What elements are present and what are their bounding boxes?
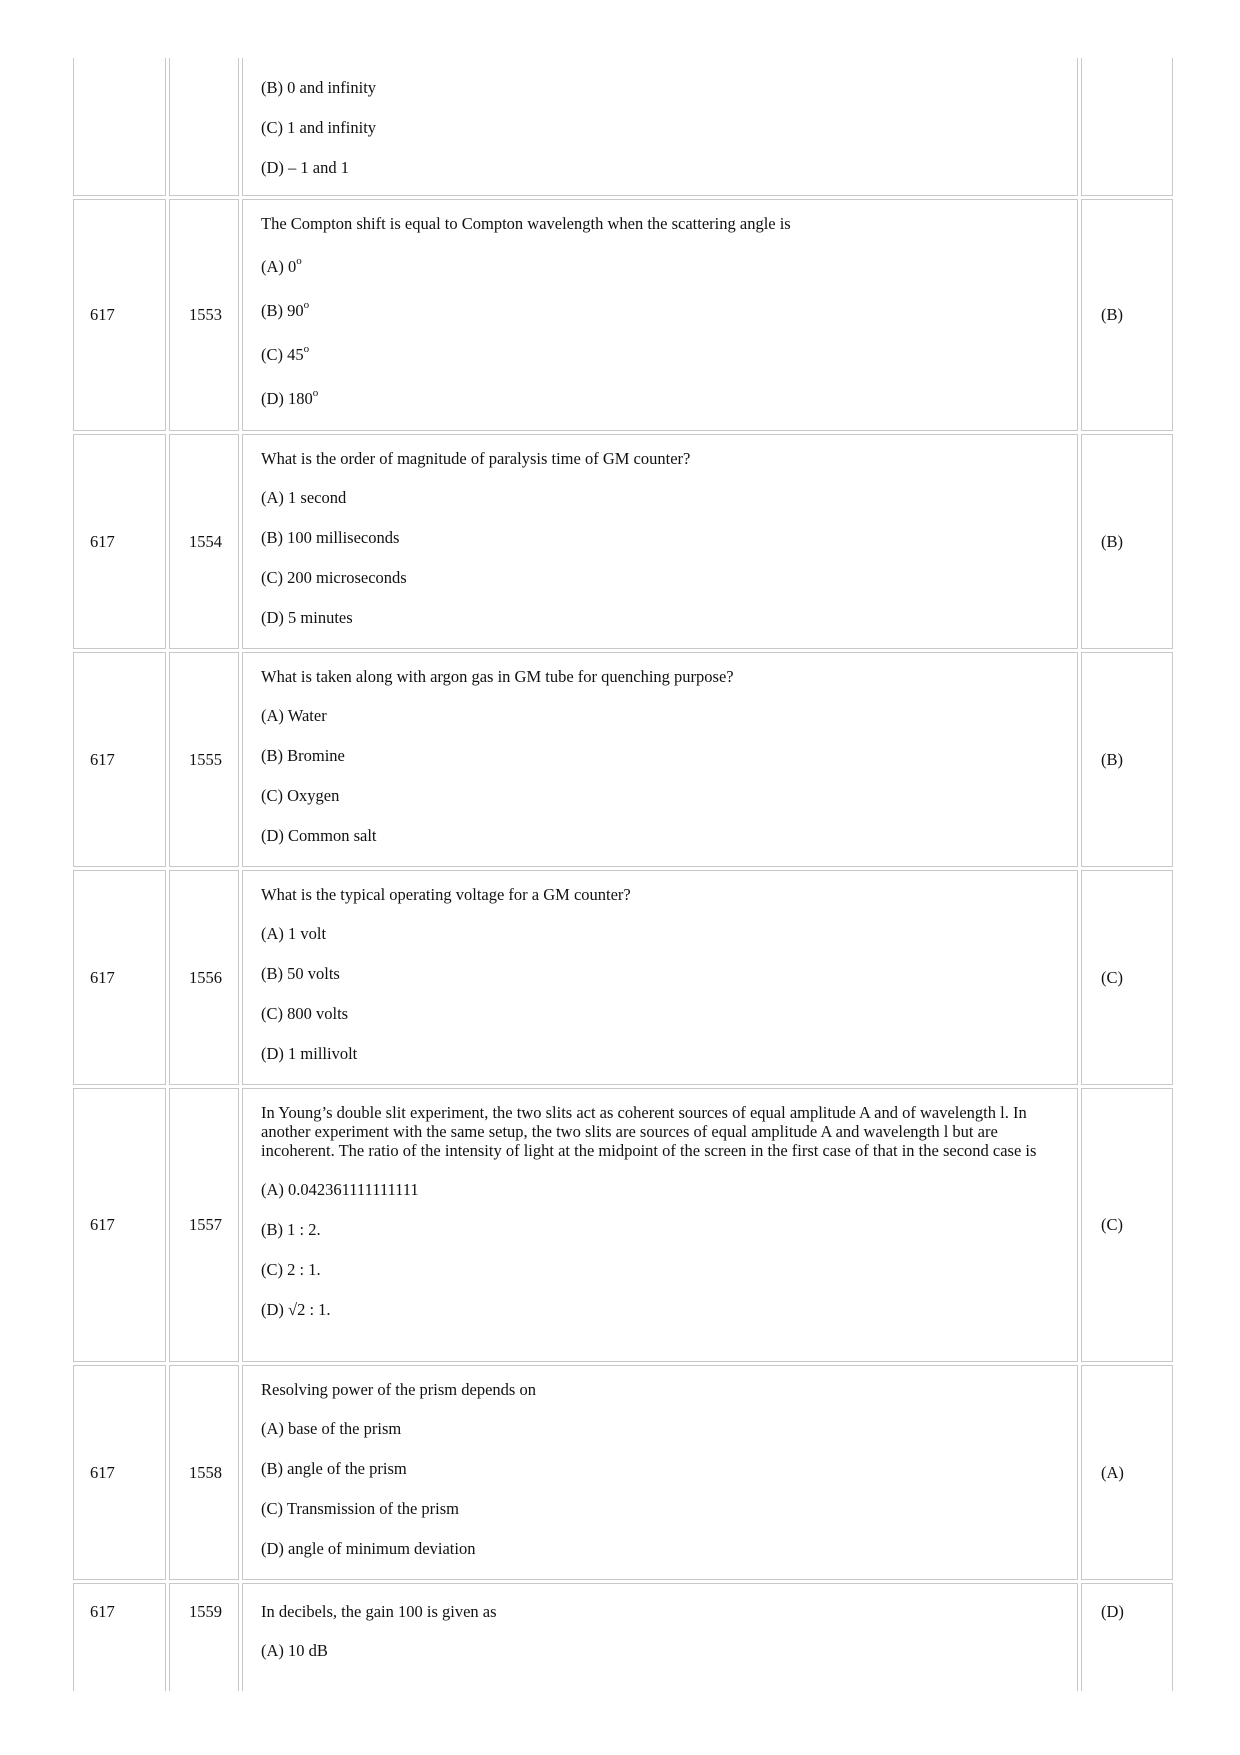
question-number: 1554 xyxy=(189,531,222,551)
option: (C) 200 microseconds xyxy=(261,568,407,587)
question-table xyxy=(73,58,1173,1694)
set-number: 617 xyxy=(90,1462,115,1482)
question-number: 1559 xyxy=(189,1602,222,1621)
question-text: What is taken along with argon gas in GM tube for quenching purpose? xyxy=(261,667,734,686)
question-text: Resolving power of the prism depends on xyxy=(261,1380,536,1399)
table-row xyxy=(73,1365,1173,1580)
table-row xyxy=(73,870,1173,1085)
set-cell xyxy=(73,1365,166,1580)
set-cell xyxy=(73,1088,166,1362)
option: (B) 0 and infinity xyxy=(261,78,377,97)
answer-cell xyxy=(1081,434,1173,649)
question-number: 1553 xyxy=(189,305,222,324)
answer: (D) xyxy=(1101,1602,1124,1621)
answer-cell xyxy=(1081,870,1173,1085)
option: (D) 5 minutes xyxy=(261,608,353,627)
answer: (A) xyxy=(1101,1462,1124,1482)
option: (C) Transmission of the prism xyxy=(261,1499,460,1518)
question-cell xyxy=(242,1088,1078,1362)
set-number: 617 xyxy=(90,1215,115,1234)
answer-cell xyxy=(1081,58,1173,196)
set-number: 617 xyxy=(90,967,115,987)
option: (D) 1 millivolt xyxy=(261,1044,358,1063)
answer-cell xyxy=(1081,652,1173,867)
question-cell xyxy=(242,652,1078,867)
option: (A) 1 second xyxy=(261,488,347,507)
question-number: 1558 xyxy=(189,1462,222,1482)
set-number: 617 xyxy=(90,531,115,551)
table-row xyxy=(73,434,1173,649)
option: (C) Oxygen xyxy=(261,786,340,805)
question-text: The Compton shift is equal to Compton wavelength when the scattering angle is xyxy=(261,214,791,233)
set-number: 617 xyxy=(90,305,115,324)
question-text: In decibels, the gain 100 is given as xyxy=(261,1602,497,1621)
answer-cell xyxy=(1081,1365,1173,1580)
option: (D) angle of minimum deviation xyxy=(261,1539,476,1558)
answer-cell xyxy=(1081,1088,1173,1362)
set-cell xyxy=(73,434,166,649)
option: (C) 800 volts xyxy=(261,1004,349,1023)
set-cell xyxy=(73,1583,166,1691)
option: (B) Bromine xyxy=(261,746,345,765)
question-text: In Young’s double slit experiment, the two slits act as coherent sources of equal amplitude A and of wavelength l. In another experiment with the same setup, the two slits are sources of equal amplitude A and wavelength l but are incoherent. The ratio of the intensity of light at the midpoint of the screen in the first case of that in the second case is xyxy=(261,1103,1037,1160)
question-number-cell xyxy=(169,1365,239,1580)
answer: (B) xyxy=(1101,749,1123,769)
question-cell xyxy=(242,199,1078,431)
set-number: 617 xyxy=(90,1602,115,1621)
question-number-cell xyxy=(169,870,239,1085)
answer-cell xyxy=(1081,1583,1173,1691)
table-row xyxy=(73,652,1173,867)
option: (B) 90$^o$ xyxy=(261,298,310,320)
set-cell xyxy=(73,652,166,867)
set-cell xyxy=(73,199,166,431)
option: (A) 0$^o$ xyxy=(261,254,302,276)
option: (A) 0.042361111111111 xyxy=(261,1180,419,1199)
table-row xyxy=(73,1583,1173,1691)
option: (B) 50 volts xyxy=(261,964,340,983)
option: (D) – 1 and 1 xyxy=(261,158,349,177)
question-number: 1555 xyxy=(189,749,222,769)
answer: (C) xyxy=(1101,967,1123,987)
option: (D) √2 : 1. xyxy=(261,1300,331,1319)
question-text: What is the order of magnitude of paralysis time of GM counter? xyxy=(261,449,691,468)
option: (C) 1 and infinity xyxy=(261,118,377,137)
question-number-cell xyxy=(169,434,239,649)
answer-cell xyxy=(1081,199,1173,431)
option: (A) 10 dB xyxy=(261,1641,328,1660)
table-row xyxy=(73,1088,1173,1362)
question-cell xyxy=(242,1365,1078,1580)
question-cell xyxy=(242,58,1078,196)
question-cell xyxy=(242,1583,1078,1691)
option: (C) 45$^o$ xyxy=(261,342,310,364)
option: (B) angle of the prism xyxy=(261,1459,407,1478)
set-cell xyxy=(73,58,166,196)
option: (A) 1 volt xyxy=(261,924,327,943)
answer: (C) xyxy=(1101,1215,1123,1234)
option: (D) 180$^o$ xyxy=(261,386,319,408)
table-row xyxy=(73,199,1173,431)
question-cell xyxy=(242,434,1078,649)
option: (B) 100 milliseconds xyxy=(261,528,400,547)
question-number-cell xyxy=(169,199,239,431)
question-number: 1557 xyxy=(189,1215,222,1234)
question-text: What is the typical operating voltage for a GM counter? xyxy=(261,885,631,904)
option: (A) Water xyxy=(261,706,327,725)
question-number-cell xyxy=(169,652,239,867)
question-number: 1556 xyxy=(189,967,222,987)
option: (C) 2 : 1. xyxy=(261,1260,321,1279)
set-number: 617 xyxy=(90,749,115,769)
set-cell xyxy=(73,870,166,1085)
table-row xyxy=(73,58,1173,196)
answer: (B) xyxy=(1101,531,1123,551)
answer: (B) xyxy=(1101,305,1123,324)
option: (A) base of the prism xyxy=(261,1419,402,1438)
question-cell xyxy=(242,870,1078,1085)
option: (B) 1 : 2. xyxy=(261,1220,321,1239)
question-number-cell xyxy=(169,1583,239,1691)
question-number-cell xyxy=(169,1088,239,1362)
question-number-cell xyxy=(169,58,239,196)
option: (D) Common salt xyxy=(261,826,377,845)
